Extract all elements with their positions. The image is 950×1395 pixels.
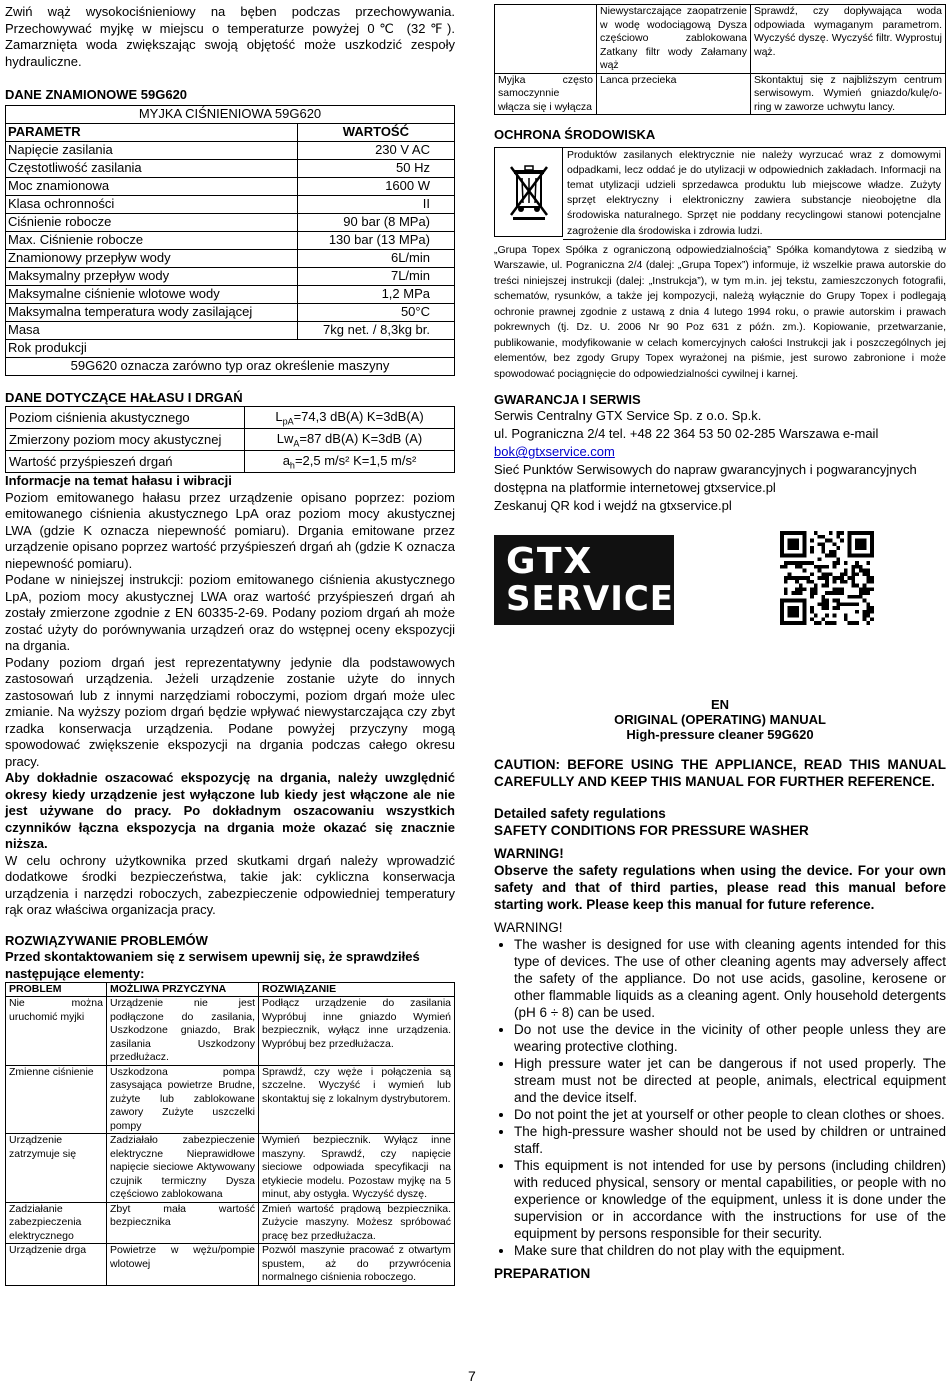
logo-text-1: GTX bbox=[506, 541, 594, 583]
noise-symbol-sub: pA bbox=[282, 416, 294, 427]
en-bullet-item: • The washer is designed for use with cleaning agents intended for this type of devices. The use of other cleaning agents may adversely affect the safety of the appliance. Do not use acids, gasoline, kerosene or other flammable liquids as a cleaning agent. Only household detergents (pH 6 ÷ 8) can be used. bbox=[514, 936, 946, 1021]
noise-measure: =87 dB(A) K=3dB (A) bbox=[299, 430, 423, 446]
spec-value: 50°C bbox=[298, 303, 455, 321]
spec-row bbox=[6, 303, 455, 321]
spec-col-param: PARAMETR bbox=[6, 123, 298, 141]
noise-paragraph-1: Poziom emitowanego hałasu przez urządzenie opisano poprzez: poziom emitowanego ciśnienia akustycznego LpA oraz poziom mocy akustycznej LWA (gdzie K oznacza niepewność pomiaru). Drgania emitowane przez urządzenie opisano poprzez wartość przyśpieszeń drgań ah (gdzie K oznacza niepewność pomiaru). bbox=[5, 489, 455, 571]
trouble-solution: Podłącz urządzenie do zasilania Wypróbuj inne gniazdo Wymień bezpiecznik, wyłącz inne urządzenia. Wypróbuj bez przedłużacza. bbox=[259, 997, 455, 1066]
noise-value bbox=[245, 429, 455, 451]
logo-text-2: SERVICE bbox=[506, 579, 675, 620]
spec-param: Masa bbox=[6, 321, 298, 339]
en-reg-2: SAFETY CONDITIONS FOR PRESSURE WASHER bbox=[494, 823, 809, 839]
trouble-solution: Sprawdź, czy węże i połączenia są szczelne. Wyczyść i wymień lub skontaktuj się z lokalnym dystrybutorem. bbox=[259, 1065, 455, 1134]
spec-year-label: Rok produkcji bbox=[6, 339, 455, 357]
noise-symbol: a bbox=[282, 452, 290, 468]
trouble-solution: Sprawdź, czy dopływająca woda odpowiada wymaganym parametrom. Wyczyść dyszę. Wyczyść filtr. Wyprostuj wąż. bbox=[751, 5, 946, 74]
trouble-subheading: Przed skontaktowaniem się z serwisem upewnij się, że sprawdziłeś następujące elementy: bbox=[5, 949, 420, 981]
trouble-col-problem: PROBLEM bbox=[6, 983, 107, 997]
en-bullet-item: • This equipment is not intended for use by persons (including children) with reduced physical, sensory or mental capabilities, or people with no experience or knowledge of the equipment, unless it is done under the supervision or in accordance with the instructions for use of the equipment by persons responsible for their security. bbox=[514, 1157, 946, 1242]
spec-value: 50 Hz bbox=[298, 159, 455, 177]
en-warning-2: WARNING! bbox=[494, 920, 563, 936]
spec-row bbox=[6, 195, 455, 213]
noise-symbol-sub: h bbox=[289, 460, 295, 471]
crossed-out-wheelie-bin-icon bbox=[494, 147, 563, 237]
trouble-problem bbox=[495, 5, 597, 74]
spec-value: II bbox=[298, 195, 455, 213]
warranty-email-link[interactable]: bok@gtxservice.com bbox=[494, 444, 615, 460]
en-bullet-item: • Do not use the device in the vicinity of other people unless they are wearing protective clothing. bbox=[514, 1021, 946, 1055]
spec-value: 90 bar (8 MPa) bbox=[298, 213, 455, 231]
spec-value: 6L/min bbox=[298, 249, 455, 267]
noise-measure: =74,3 dB(A) K=3dB(A) bbox=[293, 408, 424, 424]
left-column bbox=[5, 0, 455, 1286]
legal-notice: „Grupa Topex Spółka z ograniczoną odpowiedzialnością” Spółka komandytowa z siedzibą w Warszawie, ul. Pograniczna 2/4 (dalej: „Grupa Topex”) informuje, iż wszelkie prawa autorskie do treści niniejszej instrukcji (dalej: „Instrukcja”), w tym m.in. jej tekstu, zamieszczonych fotografii, schematów, rysunków, a także jej kompozycji, należą wyłącznie do Grupy Topex i podlegają ochronie prawnej zgodnie z ustawą z dnia 4 lutego 1994 roku, o prawie autorskim i prawach pokrewnych (tj. Dz. U. 2006 Nr 90 Poz 631 z późn. zm.). Kopiowanie, przetwarzanie, publikowanie, modyfikowanie w celach komercyjnych całości Instrukcji jak i poszczególnych jej elementów, bez zgody Grupy Topex wyrażonej na piśmie, jest surowo zabronione i może spowodować pociągnięcie do odpowiedzialności cywilnej i karnej. bbox=[494, 243, 946, 380]
spec-value: 1,2 MPa bbox=[298, 285, 455, 303]
trouble-cause: Urządzenie nie jest podłączone do zasilania, Uszkodzone gniazdo, Brak zasilania Uszkodzony przedłużacz. bbox=[107, 997, 259, 1066]
trouble-row bbox=[495, 5, 946, 74]
trouble-cause: Lanca przecieka bbox=[597, 73, 751, 115]
spec-row bbox=[6, 321, 455, 339]
warranty-heading: GWARANCJA I SERWIS bbox=[494, 392, 641, 408]
noise-table bbox=[5, 406, 455, 473]
spec-param: Znamionowy przepływ wody bbox=[6, 249, 298, 267]
trouble-row bbox=[6, 1202, 455, 1244]
spec-param: Ciśnienie robocze bbox=[6, 213, 298, 231]
noise-paragraph-4: Aby dokładnie oszacować ekspozycję na drgania, należy uwzględnić okresy kiedy urządzenie jest wyłączone lub kiedy jest włączone ale nie jest używane do pracy. Po dokładnym oszacowaniu wszystkich czynników łączna ekspozycja na drgania może okazać się znacznie niższa. bbox=[5, 770, 455, 851]
trouble-row bbox=[6, 997, 455, 1066]
spec-table-title: MYJKA CIŚNIENIOWA 59G620 bbox=[6, 105, 455, 123]
trouble-problem: Zadziałanie zabezpieczenia elektrycznego bbox=[6, 1202, 107, 1244]
spec-row bbox=[6, 267, 455, 285]
trouble-cause: Powietrze w wężu/pompie wlotowej bbox=[107, 1244, 259, 1286]
trouble-row bbox=[6, 1065, 455, 1134]
spec-param: Maksymalny przepływ wody bbox=[6, 267, 298, 285]
spec-table bbox=[5, 105, 455, 376]
spec-param: Maksymalne ciśnienie wlotowe wody bbox=[6, 285, 298, 303]
trouble-cause: Zbyt mała wartość bezpiecznika bbox=[107, 1202, 259, 1244]
trouble-solution: Skontaktuj się z najbliższym centrum serwisowym. Wymień gniazdo/kulę/o-ring w zaworze uchwytu lancy. bbox=[751, 73, 946, 115]
spec-param: Klasa ochronności bbox=[6, 195, 298, 213]
noise-value bbox=[245, 407, 455, 429]
spec-param: Napięcie zasilania bbox=[6, 141, 298, 159]
warranty-line-2: ul. Pograniczna 2/4 tel. +48 22 364 53 50 02-285 Warszawa e-mail bbox=[494, 426, 879, 442]
trouble-problem: Urządzenie zatrzymuje się bbox=[6, 1134, 107, 1203]
spec-heading: DANE ZNAMIONOWE 59G620 bbox=[5, 87, 188, 102]
trouble-solution: Wymień bezpiecznik. Wyłącz inne maszyny. Sprawdź, czy napięcie sieciowe odpowiada specyfikacji na etykiecie modelu. Pozostaw myjkę na 5 minut, aby ostygła. Wyczyść dyszę. bbox=[259, 1134, 455, 1203]
en-preparation: PREPARATION bbox=[494, 1266, 591, 1282]
en-bullet-list bbox=[494, 936, 946, 1259]
spec-value: 7L/min bbox=[298, 267, 455, 285]
trouble-problem: Urządzenie drga bbox=[6, 1244, 107, 1286]
trouble-problem: Zmienne ciśnienie bbox=[6, 1065, 107, 1134]
spec-year-note: 59G620 oznacza zarówno typ oraz określenie maszyny bbox=[6, 357, 455, 375]
trouble-solution: Zmień wartość prądową bezpiecznika. Zużycie maszyny. Możesz spróbować pracę bez przedłużacza. bbox=[259, 1202, 455, 1244]
en-warning-1-text: Observe the safety regulations when using the device. For your own safety and that of third parties, please read this manual before starting work. Please keep this manual for future reference. bbox=[494, 863, 946, 913]
trouble-heading: ROZWIĄZYWANIE PROBLEMÓW bbox=[5, 932, 208, 948]
intro-text: Zwiń wąż wysokociśnieniowy na bęben podczas przechowywania. Przechowywać myjkę w miejscu o temperaturze powyżej 0℃ (32℉). Zamarznięta woda zwiększając swoją objętość może uszkodzić zespoły hydrauliczne. bbox=[5, 4, 455, 69]
noise-symbol-sub: A bbox=[293, 438, 300, 449]
en-bullet-item: • Make sure that children do not play with the equipment. bbox=[514, 1242, 946, 1259]
trouble-row bbox=[6, 1134, 455, 1203]
noise-param: Wartość przyśpieszeń drgań bbox=[6, 451, 245, 473]
env-block bbox=[494, 147, 946, 240]
noise-row bbox=[6, 451, 455, 473]
noise-heading: DANE DOTYCZĄCE HAŁASU I DRGAŃ bbox=[5, 389, 243, 405]
en-title-2: High-pressure cleaner 59G620 bbox=[626, 727, 814, 743]
trouble-cause: Zadziałało zabezpieczenie elektryczne Nieprawidłowe napięcie sieciowe Aktywowany czujnik termiczny Dysza częściowo zablokowana bbox=[107, 1134, 259, 1203]
noise-symbol: Lw bbox=[276, 430, 294, 446]
warranty-line-1: Serwis Centralny GTX Service Sp. z o.o. Sp.k. bbox=[494, 408, 762, 424]
gtx-service-logo bbox=[494, 535, 674, 625]
trouble-col-solution: ROZWIĄZANIE bbox=[259, 983, 455, 997]
noise-value bbox=[245, 451, 455, 473]
noise-row bbox=[6, 407, 455, 429]
noise-info-heading: Informacje na temat hałasu i wibracji bbox=[5, 473, 232, 488]
service-graphics bbox=[494, 535, 946, 647]
trouble-problem: Myjka często samoczynnie włącza się i wyłącza bbox=[495, 73, 597, 115]
en-reg-1: Detailed safety regulations bbox=[494, 806, 666, 822]
warranty-line-3: Sieć Punktów Serwisowych do napraw gwarancyjnych i pogwarancyjnych dostępna na platformie internetowej gtxservice.pl bbox=[494, 462, 917, 496]
trouble-row bbox=[495, 73, 946, 115]
right-column bbox=[494, 0, 946, 1282]
trouble-problem: Nie można uruchomić myjki bbox=[6, 997, 107, 1066]
trouble-cause: Niewystarczające zaopatrzenie w wodę wodociągową Dysza częściowo zablokowana Zatkany filtr wody Załamany wąż bbox=[597, 5, 751, 74]
trouble-col-cause: MOŻLIWA PRZYCZYNA bbox=[107, 983, 259, 997]
spec-value: 230 V AC bbox=[298, 141, 455, 159]
spec-col-value: WARTOŚĆ bbox=[298, 123, 455, 141]
spec-row bbox=[6, 249, 455, 267]
en-bullet-item: • High pressure water jet can be dangerous if not used properly. The stream must not be directed at people, animals, electrical equipment and the device itself. bbox=[514, 1055, 946, 1106]
trouble-table-continued bbox=[494, 4, 946, 115]
spec-value: 130 bar (13 MPa) bbox=[298, 231, 455, 249]
spec-row bbox=[6, 213, 455, 231]
qr-code[interactable] bbox=[780, 531, 874, 630]
trouble-cause: Uszkodzona pompa zasysająca powietrze Brudne, zużyte lub zablokowane zawory Zużyte uszczelki pompy bbox=[107, 1065, 259, 1134]
spec-value: 7kg net. / 8,3kg br. bbox=[298, 321, 455, 339]
noise-param: Zmierzony poziom mocy akustycznej bbox=[6, 429, 245, 451]
trouble-table bbox=[5, 982, 455, 1286]
spec-row bbox=[6, 141, 455, 159]
env-heading: OCHRONA ŚRODOWISKA bbox=[494, 127, 656, 142]
spec-param: Moc znamionowa bbox=[6, 177, 298, 195]
en-title-1: ORIGINAL (OPERATING) MANUAL bbox=[614, 712, 826, 728]
trouble-solution: Pozwól maszynie pracować z otwartym spustem, aż do przywrócenia normalnego ciśnienia roboczego. bbox=[259, 1244, 455, 1286]
trouble-row bbox=[6, 1244, 455, 1286]
noise-measure: =2,5 m/s² K=1,5 m/s² bbox=[294, 452, 417, 468]
spec-row bbox=[6, 159, 455, 177]
spec-row bbox=[6, 177, 455, 195]
spec-param: Częstotliwość zasilania bbox=[6, 159, 298, 177]
noise-paragraph-5: W celu ochrony użytkownika przed skutkami drgań należy wprowadzić dodatkowe środki bezpieczeństwa, takie jak: cykliczna konserwacja urządzenia i narzędzi roboczych, zabezpieczenie odpowiedniej temperatury rąk oraz właściwa organizacja pracy. bbox=[5, 852, 455, 917]
noise-paragraph-2: Podane w niniejszej instrukcji: poziom emitowanego ciśnienia akustycznego LpA, poziom mocy akustycznej LWA oraz wartość przyśpieszeń drgań ah zostały zmierzone zgodnie z EN 60335-2-69. Podany poziom drgań ah może zostać użyty do porównywania urządzeń oraz do wstępnej oceny ekspozycji na drgania. bbox=[5, 572, 455, 653]
noise-symbol: L bbox=[275, 408, 283, 424]
en-warning-1: WARNING! bbox=[494, 846, 564, 862]
en-bullet-item: • Do not point the jet at yourself or other people to clean clothes or shoes. bbox=[514, 1106, 946, 1123]
en-title-block bbox=[494, 697, 946, 742]
noise-param: Poziom ciśnienia akustycznego bbox=[6, 407, 245, 429]
en-bullet-item: • The high-pressure washer should not be used by children or untrained staff. bbox=[514, 1123, 946, 1157]
warranty-line-4: Zeskanuj QR kod i wejdź na gtxservice.pl bbox=[494, 498, 732, 514]
spec-param: Maksymalna temperatura wody zasilającej bbox=[6, 303, 298, 321]
page-number: 7 bbox=[468, 1368, 476, 1384]
en-caution: CAUTION: BEFORE USING THE APPLIANCE, READ THIS MANUAL CAREFULLY AND KEEP THIS MANUAL FOR FURTHER REFERENCE. bbox=[494, 757, 946, 790]
spec-row bbox=[6, 285, 455, 303]
noise-paragraph-3: Podany poziom drgań jest reprezentatywny jedynie dla podstawowych zastosowań urządzenia. Jeżeli urządzenie zostanie użyte do innych zastosowań lub z innymi narzędziami roboczymi, poziom drgań może ulec zmianie. Na wyższy poziom drgań będzie wpływać niewystarczająca czy zbyt rzadka konserwacja urządzenia. Podane powyżej przyczyny mogą spowodować zwiększenie ekspozycji na drgania podczas całego okresu pracy. bbox=[5, 654, 455, 769]
spec-value: 1600 W bbox=[298, 177, 455, 195]
spec-param: Max. Ciśnienie robocze bbox=[6, 231, 298, 249]
env-text: Produktów zasilanych elektrycznie nie należy wyrzucać wraz z domowymi odpadkami, lecz oddać je do utylizacji w odpowiednich zakładach. Informacji na temat utylizacji udzieli sprzedawca produktu lub miejscowe władze. Zużyty sprzęt elektryczny i elektroniczny zawiera substancje nieobojętne dla środowiska naturalnego. Sprzęt nie poddany recyclingowi stanowi potencjalne zagrożenie dla środowiska i zdrowia ludzi. bbox=[563, 147, 946, 240]
spec-row bbox=[6, 231, 455, 249]
noise-row bbox=[6, 429, 455, 451]
en-lang: EN bbox=[710, 697, 730, 713]
